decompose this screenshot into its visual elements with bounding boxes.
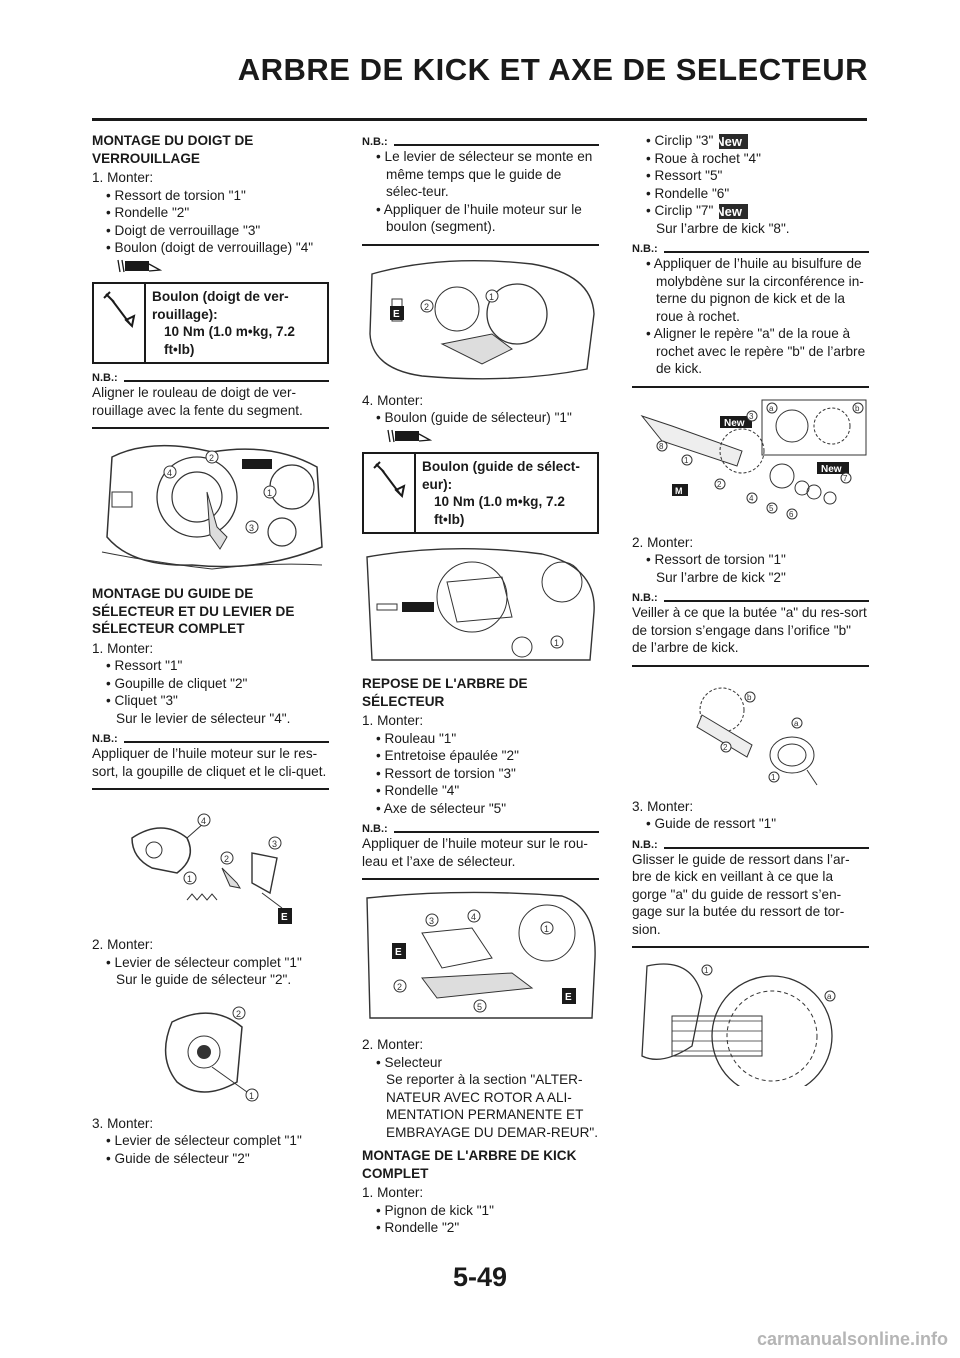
list-item: • Ressort de torsion "1" xyxy=(106,187,246,203)
svg-text:1: 1 xyxy=(187,874,193,884)
nb-header: N.B.: xyxy=(632,839,869,851)
svg-text:3: 3 xyxy=(249,523,255,533)
step: 1. Monter: xyxy=(92,640,154,656)
step: 1. Monter: xyxy=(92,170,154,185)
figure-torsion-spring xyxy=(632,675,869,790)
list-item-cont: Sur le levier de sélecteur "4". xyxy=(116,710,291,726)
list-item-cont: Sur l’arbre de kick "2" xyxy=(656,569,786,585)
torque-wrench-icon xyxy=(94,284,146,362)
torque-box xyxy=(92,282,329,364)
nb-header: N.B.: xyxy=(92,372,329,384)
nb-end-rule xyxy=(362,878,599,880)
nb-item: • Appliquer de l’huile au bisulfure de molybdène sur la circonférence in-terne du pignon de kick et de la roue à rochet. xyxy=(646,256,864,324)
nb-text: Appliquer de l’huile moteur sur le res-sort, la goupille de cliquet et le cli-quet. xyxy=(92,746,327,779)
svg-text:1: 1 xyxy=(554,638,560,648)
svg-text:New: New xyxy=(724,417,745,429)
lube-icon-row xyxy=(362,427,599,445)
torque-wrench-icon xyxy=(364,454,416,532)
header-rule xyxy=(92,118,867,121)
svg-text:3: 3 xyxy=(749,411,754,421)
list-item: • Cliquet "3" xyxy=(106,693,178,708)
svg-text:New: New xyxy=(821,463,842,475)
figure-kick-shaft-exploded xyxy=(632,396,869,526)
svg-text:2: 2 xyxy=(717,479,722,489)
step: 3. Monter: xyxy=(632,798,694,814)
step: 2. Monter: xyxy=(92,937,154,952)
svg-text:5: 5 xyxy=(769,503,774,513)
svg-text:2: 2 xyxy=(397,982,403,992)
svg-text:1: 1 xyxy=(489,291,495,302)
list-item: • Ressort "5" xyxy=(646,168,723,183)
svg-text:8: 8 xyxy=(659,441,664,451)
section-title: MONTAGE DE L'ARBRE DE KICK COMPLET xyxy=(362,1148,577,1181)
figure-spring-guide xyxy=(632,956,869,1086)
svg-text:4: 4 xyxy=(749,493,754,503)
step: 1. Monter: xyxy=(362,1185,424,1200)
svg-text:6: 6 xyxy=(789,509,794,519)
step: 3. Monter: xyxy=(92,1115,154,1131)
step: 2. Monter: xyxy=(362,1037,424,1052)
svg-text:1: 1 xyxy=(544,924,550,934)
list-item: • Ressort de torsion "1" xyxy=(646,552,786,567)
svg-text:E: E xyxy=(281,912,288,923)
svg-text:E: E xyxy=(393,308,400,320)
svg-text:1: 1 xyxy=(267,488,273,498)
svg-text:a: a xyxy=(794,718,799,728)
list-item: • Goupille de cliquet "2" xyxy=(106,675,248,691)
svg-text:4: 4 xyxy=(201,816,207,826)
list-item: • Ressort de torsion "3" xyxy=(376,765,516,781)
torque-value: 10 Nm (1.0 m•kg, 7.2 ft•lb) xyxy=(434,494,565,527)
list-item-cont: Sur le guide de sélecteur "2". xyxy=(116,972,292,987)
svg-text:b: b xyxy=(747,692,752,702)
list-item: • Axe de sélecteur "5" xyxy=(376,800,507,816)
nb-header: N.B.: xyxy=(92,733,329,745)
list-item: • Rondelle "2" xyxy=(106,205,190,220)
step: 2. Monter: xyxy=(632,534,694,550)
new-badge: New xyxy=(719,204,748,219)
list-item: • Doigt de verrouillage "3" xyxy=(106,222,261,238)
list-item: • Rondelle "2" xyxy=(376,1220,460,1235)
list-item: • Roue à rochet "4" xyxy=(646,150,761,166)
watermark: carmanualsonline.info xyxy=(756,1329,948,1349)
nb-end-rule xyxy=(632,946,869,948)
svg-text:3: 3 xyxy=(429,916,435,926)
svg-text:a: a xyxy=(827,992,832,1001)
column-3 xyxy=(632,132,869,1094)
nb-end-rule xyxy=(632,386,869,388)
section-title: MONTAGE DU DOIGT DE VERROUILLAGE xyxy=(92,133,254,166)
svg-text:M: M xyxy=(675,485,683,496)
list-item: • Guide de sélecteur "2" xyxy=(106,1150,250,1166)
svg-text:7: 7 xyxy=(843,473,848,483)
nb-header: N.B.: xyxy=(632,243,869,255)
svg-text:5: 5 xyxy=(477,1002,483,1012)
nb-text: Appliquer de l’huile moteur sur le rou-leau et l’axe de sélecteur. xyxy=(362,836,588,869)
list-item-cont: Sur l’arbre de kick "8". xyxy=(656,220,790,236)
svg-text:4: 4 xyxy=(471,912,477,922)
nb-header: N.B.: xyxy=(362,136,599,148)
thread-locker-icon xyxy=(116,258,162,274)
svg-text:2: 2 xyxy=(209,453,215,463)
list-item: • Entretoise épaulée "2" xyxy=(376,748,519,763)
figure-shift-guide xyxy=(92,997,329,1107)
figure-shift-guide-engine xyxy=(362,254,599,384)
step: 4. Monter: xyxy=(362,392,424,408)
thread-locker-icon xyxy=(386,428,432,444)
svg-text:E: E xyxy=(565,992,572,1003)
page-number: 5-49 xyxy=(452,1262,508,1292)
new-badge: New xyxy=(719,134,748,149)
figure-guide-bolt xyxy=(362,542,599,667)
column-2 xyxy=(362,132,599,1237)
svg-text:E: E xyxy=(395,947,402,958)
list-item: • Circlip "7" New xyxy=(632,202,869,220)
nb-item: • Appliquer de l’huile moteur sur le boulon (segment). xyxy=(376,201,582,234)
nb-end-rule xyxy=(362,244,599,246)
torque-value: 10 Nm (1.0 m•kg, 7.2 ft•lb) xyxy=(164,324,295,357)
svg-text:2: 2 xyxy=(224,854,230,864)
nb-end-rule xyxy=(92,788,329,790)
nb-item: • Le levier de sélecteur se monte en même temps que le guide de sélec-teur. xyxy=(376,149,593,199)
list-item: • Boulon (guide de sélecteur) "1" xyxy=(376,410,572,425)
list-item: • Rouleau "1" xyxy=(376,730,457,746)
svg-text:1: 1 xyxy=(684,455,689,465)
torque-label: Boulon (guide de sélect-eur): xyxy=(422,459,580,492)
figure-shift-lever-parts xyxy=(92,798,329,928)
svg-text:a: a xyxy=(769,403,774,413)
svg-text:1: 1 xyxy=(249,1090,255,1101)
nb-header: N.B.: xyxy=(632,592,869,604)
list-item: • Levier de sélecteur complet "1" xyxy=(106,954,302,970)
nb-text: Glisser le guide de ressort dans l’ar-bre de kick en veillant à ce que la gorge "a" du guide de ressort s’en-gage sur la butée du ressort de tor-sion. xyxy=(632,851,850,937)
nb-end-rule xyxy=(92,427,329,429)
list-item: • Pignon de kick "1" xyxy=(376,1202,494,1218)
list-item: • Levier de sélecteur complet "1" xyxy=(106,1133,302,1148)
nb-item: • Aligner le repère "a" de la roue à rochet avec le repère "b" de l’arbre de kick. xyxy=(646,326,866,376)
list-item: • Guide de ressort "1" xyxy=(646,816,777,831)
svg-text:2: 2 xyxy=(424,301,430,312)
nb-header: N.B.: xyxy=(362,823,599,835)
svg-text:3: 3 xyxy=(272,839,278,849)
list-item: • Boulon (doigt de verrouillage) "4" xyxy=(106,240,314,255)
list-item: • Rondelle "4" xyxy=(376,783,460,798)
svg-text:b: b xyxy=(855,403,860,413)
figure-shift-shaft xyxy=(362,888,599,1028)
page-title: ARBRE DE KICK ET AXE DE SELECTEUR xyxy=(237,52,868,87)
svg-text:1: 1 xyxy=(771,772,776,782)
torque-label: Boulon (doigt de ver-rouillage): xyxy=(152,289,289,322)
list-item: • Rondelle "6" xyxy=(646,185,730,201)
nb-text: Veiller à ce que la butée "a" du res-sort de torsion s’engage dans l’orifice "b" de l’arbre de kick. xyxy=(632,605,867,655)
nb-text: Aligner le rouleau de doigt de ver-rouillage avec la fente du segment. xyxy=(92,385,303,418)
svg-text:1: 1 xyxy=(704,966,709,975)
lube-icon-row xyxy=(92,257,329,275)
list-item: • Circlip "3" New xyxy=(632,132,869,150)
svg-text:2: 2 xyxy=(236,1008,242,1019)
svg-text:4: 4 xyxy=(167,468,173,478)
svg-text:2: 2 xyxy=(723,742,728,752)
step: 1. Monter: xyxy=(362,713,424,728)
list-item-cont: Se reporter à la section "ALTER-NATEUR AVEC ROTOR A ALI-MENTATION PERMANENTE ET EMBRAYAGE DU DEMAR-REUR". xyxy=(386,1072,599,1140)
figure-locking-lever xyxy=(92,437,329,577)
torque-box xyxy=(362,452,599,534)
column-1 xyxy=(92,132,329,1167)
list-item: • Ressort "1" xyxy=(106,658,183,673)
section-title: REPOSE DE L'ARBRE DE SÉLECTEUR xyxy=(362,676,528,709)
nb-end-rule xyxy=(632,665,869,667)
list-item: • Selecteur xyxy=(376,1054,442,1070)
section-title: MONTAGE DU GUIDE DE SÉLECTEUR ET DU LEVIER DE SÉLECTEUR COMPLET xyxy=(92,586,295,636)
